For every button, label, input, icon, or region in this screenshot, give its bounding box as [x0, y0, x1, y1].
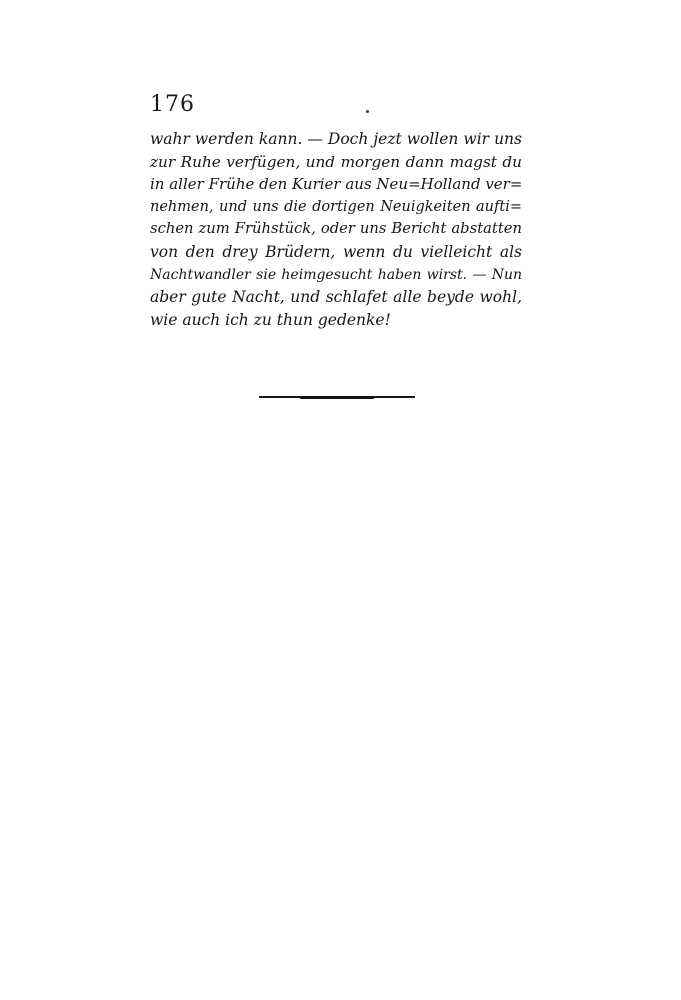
- text-line: wahr werden kann. — Doch jezt wollen wir uns: [150, 130, 522, 148]
- page-number: 176: [150, 92, 195, 117]
- text-line: wie auch ich zu thun gedenke!: [150, 310, 391, 329]
- text-line: in aller Frühe den Kurier aus Neu=Holland ver=: [150, 175, 523, 194]
- text-line: aber gute Nacht, und schlafet alle beyde wohl,: [150, 288, 522, 307]
- text-line: schen zum Frühstück, oder uns Bericht abstatten: [150, 220, 522, 238]
- text-line: zur Ruhe verfügen, und morgen dann magst du: [150, 152, 522, 171]
- chapter-end-rule-center: [300, 396, 374, 399]
- text-line: nehmen, und uns die dortigen Neuigkeiten aufti=: [150, 198, 522, 215]
- text-line: von den drey Brüdern, wenn du vielleicht als: [150, 242, 522, 261]
- body-text: [150, 128, 522, 331]
- ink-speck: [366, 110, 369, 113]
- text-line: Nachtwandler sie heimgesucht haben wirst. — Nun: [150, 266, 522, 283]
